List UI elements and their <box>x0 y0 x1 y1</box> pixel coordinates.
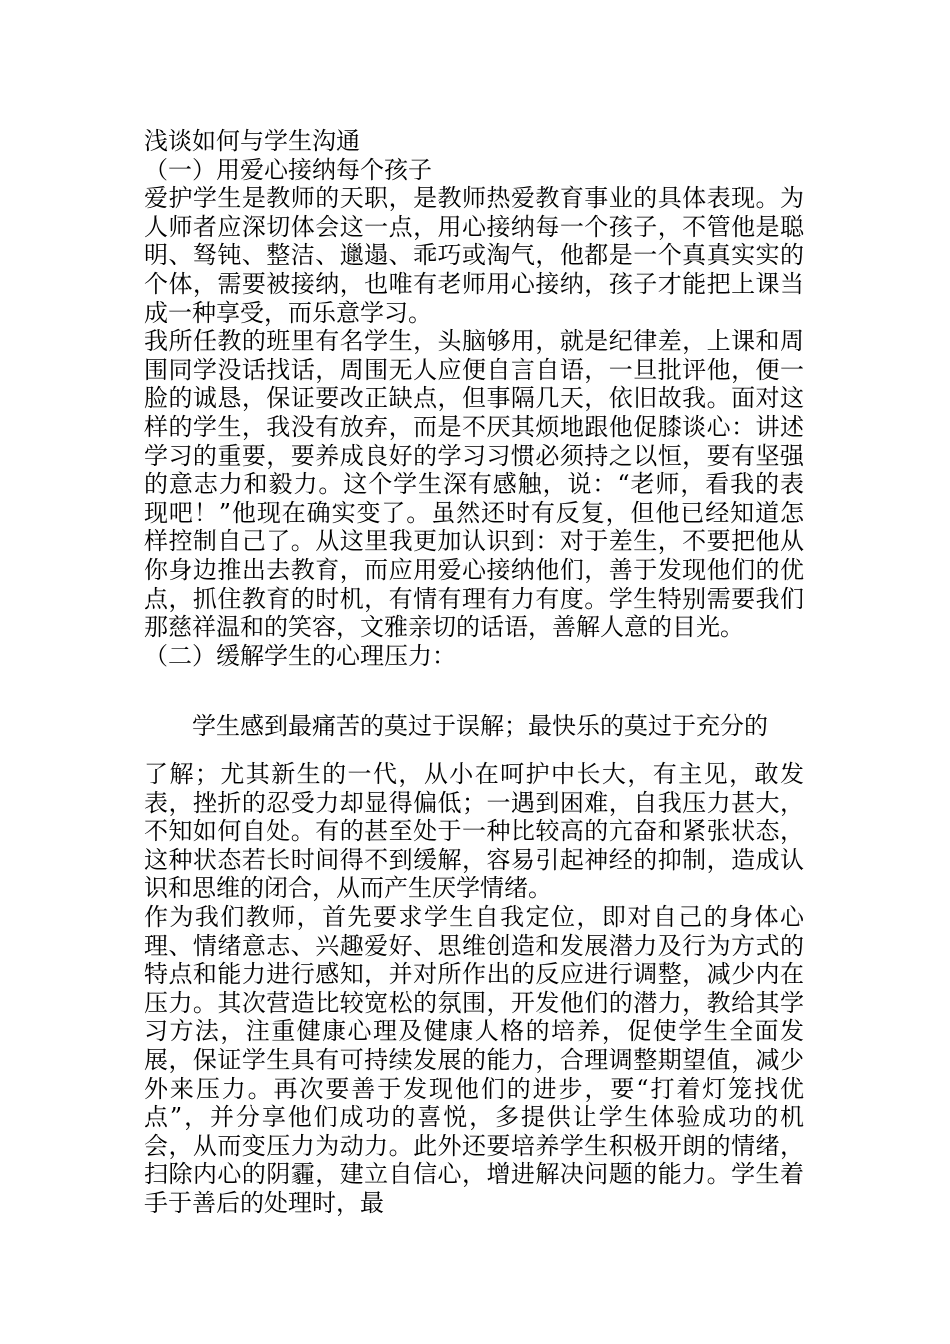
section-two-indented-block <box>144 712 804 741</box>
section-one-block <box>144 127 804 670</box>
section-one-paragraph: 我所任教的班里有名学生，头脑够用，就是纪律差，上课和周围同学没话找话，周围无人应便自言自语，一旦批评他，便一脸的诚恳，保证要改正缺点，但事隔几天，依旧故我。面对这样的学生，我没有放弃，而是不厌其烦地跟他促膝谈心：讲述学习的重要，要养成良好的学习习惯必须持之以恒，要有坚强的意志力和毅力。这个学生深有感触，说：“老师，看我的表现吧！”他现在确实变了。虽然还时有反复，但他已经知道怎样控制自己了。从这里我更加认识到：对于差生，不要把他从你身边推出去教育，而应用爱心接纳他们，善于发现他们的优点，抓住教育的时机，有情有理有力有度。学生特别需要我们那慈祥温和的笑容，文雅亲切的话语，善解人意的目光。 <box>144 327 804 642</box>
section-two-indented-line: 学生感到最痛苦的莫过于误解；最快乐的莫过于充分的 <box>192 712 768 740</box>
section-two-block <box>144 760 804 1218</box>
section-two-paragraph: 作为我们教师，首先要求学生自我定位，即对自己的身体心理、情绪意志、兴趣爱好、思维创造和发展潜力及行为方式的特点和能力进行感知，并对所作出的反应进行调整，减少内在压力。其次营造比较宽松的氛围，开发他们的潜力，教给其学习方法，注重健康心理及健康人格的培养，促使学生全面发展，保证学生具有可持续发展的能力，合理调整期望值，减少外来压力。再次要善于发现他们的进步，要“打着灯笼找优点”，并分享他们成功的喜悦，多提供让学生体验成功的机会，从而变压力为动力。此外还要培养学生积极开朗的情绪，扫除内心的阴霾，建立自信心，增进解决问题的能力。学生着手于善后的处理时，最 <box>144 902 804 1217</box>
section-two-paragraph: 了解；尤其新生的一代，从小在呵护中长大，有主见，敢发表，挫折的忍受力却显得偏低；一遇到困难，自我压力甚大，不知如何自处。有的甚至处于一种比较高的亢奋和紧张状态，这种状态若长时间得不到缓解，容易引起神经的抑制，造成认识和思维的闭合，从而产生厌学情绪。 <box>144 760 804 903</box>
section-two-heading: （二）缓解学生的心理压力： <box>144 641 456 670</box>
section-one-paragraph: 爱护学生是教师的天职，是教师热爱教育事业的具体表现。为人师者应深切体会这一点，用心接纳每一个孩子，不管他是聪明、驽钝、整洁、邋遢、乖巧或淘气，他都是一个真真实实的个体，需要被接纳，也唯有老师用心接纳，孩子才能把上课当成一种享受，而乐意学习。 <box>144 184 804 327</box>
document-title: 浅谈如何与学生沟通 <box>144 127 360 155</box>
section-one-heading: （一）用爱心接纳每个孩子 <box>144 155 432 184</box>
